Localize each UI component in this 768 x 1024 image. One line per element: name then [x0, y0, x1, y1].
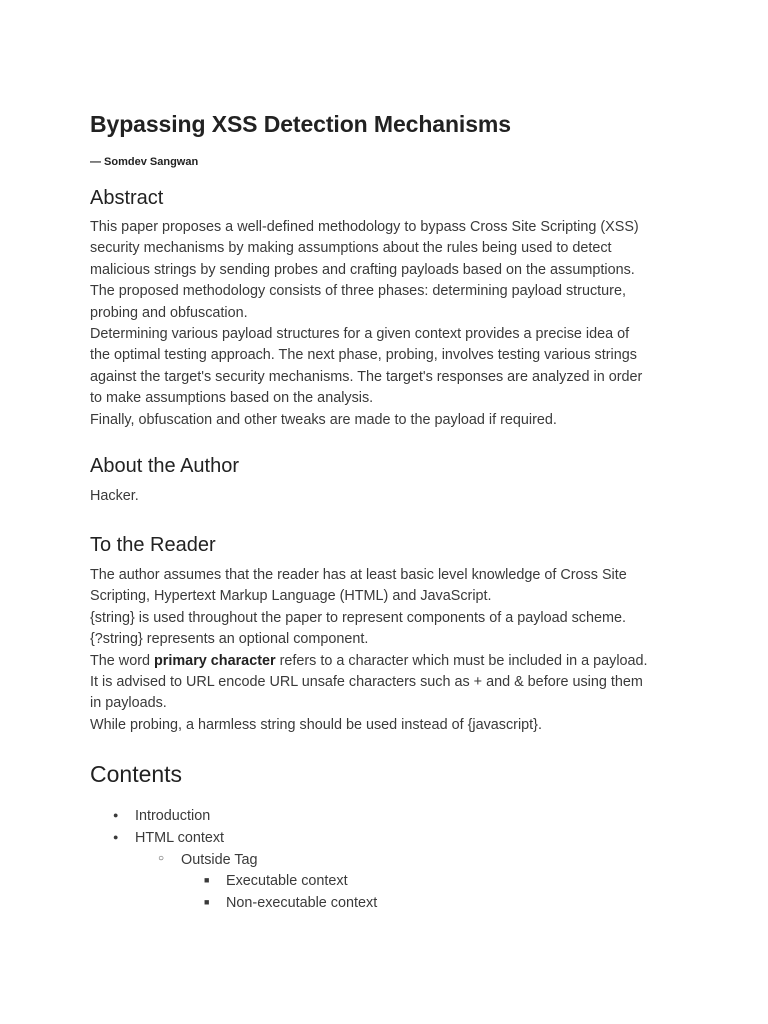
- contents-heading: Contents: [90, 761, 183, 787]
- author-byline: — Somdev Sangwan: [90, 156, 199, 168]
- toc-item-introduction[interactable]: Introduction: [135, 808, 211, 824]
- reader-line: in payloads.: [90, 695, 167, 712]
- about-author-heading: About the Author: [90, 455, 240, 477]
- toc-item-html-context[interactable]: HTML context: [135, 830, 225, 846]
- abstract-heading: Abstract: [90, 187, 164, 209]
- document-title: Bypassing XSS Detection Mechanisms: [90, 111, 511, 137]
- abstract-line: against the target's security mechanisms. The target's responses are analyzed in order: [90, 368, 643, 385]
- abstract-line: security mechanisms by making assumptions about the rules being used to detect: [90, 240, 612, 257]
- primary-character-line: [90, 651, 690, 672]
- disc-bullet-icon: [113, 807, 118, 821]
- primary-line-before: The word: [90, 652, 154, 669]
- disc-bullet-icon: [113, 829, 118, 843]
- circle-bullet-icon: [158, 850, 164, 864]
- reader-line: It is advised to URL encode URL unsafe characters such as + and & before using them: [90, 674, 643, 691]
- abstract-line: Determining various payload structures for a given context provides a precise idea of: [90, 326, 630, 343]
- square-bullet-icon: [204, 894, 209, 908]
- primary-character-term: primary character: [154, 652, 276, 669]
- square-bullet-icon: [204, 872, 209, 886]
- reader-line: {?string} represents an optional component.: [90, 631, 369, 648]
- to-reader-heading: To the Reader: [90, 534, 216, 556]
- toc-item-executable-context[interactable]: Executable context: [226, 873, 348, 889]
- abstract-line: to make assumptions based on the analysis.: [90, 390, 374, 407]
- reader-line: {string} is used throughout the paper to represent components of a payload scheme.: [90, 609, 626, 626]
- about-author-body: [90, 486, 690, 507]
- abstract-line: This paper proposes a well-defined methodology to bypass Cross Site Scripting (XSS): [90, 219, 639, 235]
- abstract-line: probing and obfuscation.: [90, 304, 248, 321]
- primary-line-after: refers to a character which must be included in a payload.: [275, 652, 648, 669]
- toc-item-outside-tag[interactable]: Outside Tag: [181, 852, 258, 868]
- to-reader-body: [90, 565, 690, 736]
- about-author-text: Hacker.: [90, 488, 139, 504]
- abstract-line: malicious strings by sending probes and crafting payloads based on the assumptions.: [90, 261, 635, 278]
- reader-line: While probing, a harmless string should be used instead of {javascript}.: [90, 716, 542, 733]
- abstract-line: Finally, obfuscation and other tweaks are made to the payload if required.: [90, 411, 557, 428]
- abstract-line: the optimal testing approach. The next phase, probing, involves testing various strings: [90, 347, 637, 364]
- abstract-body: [90, 217, 690, 431]
- toc-item-non-executable-context[interactable]: Non-executable context: [226, 895, 378, 911]
- abstract-line: The proposed methodology consists of three phases: determining payload structure,: [90, 283, 626, 300]
- reader-line: Scripting, Hypertext Markup Language (HTML) and JavaScript.: [90, 588, 492, 605]
- reader-line: The author assumes that the reader has at least basic level knowledge of Cross Site: [90, 567, 627, 583]
